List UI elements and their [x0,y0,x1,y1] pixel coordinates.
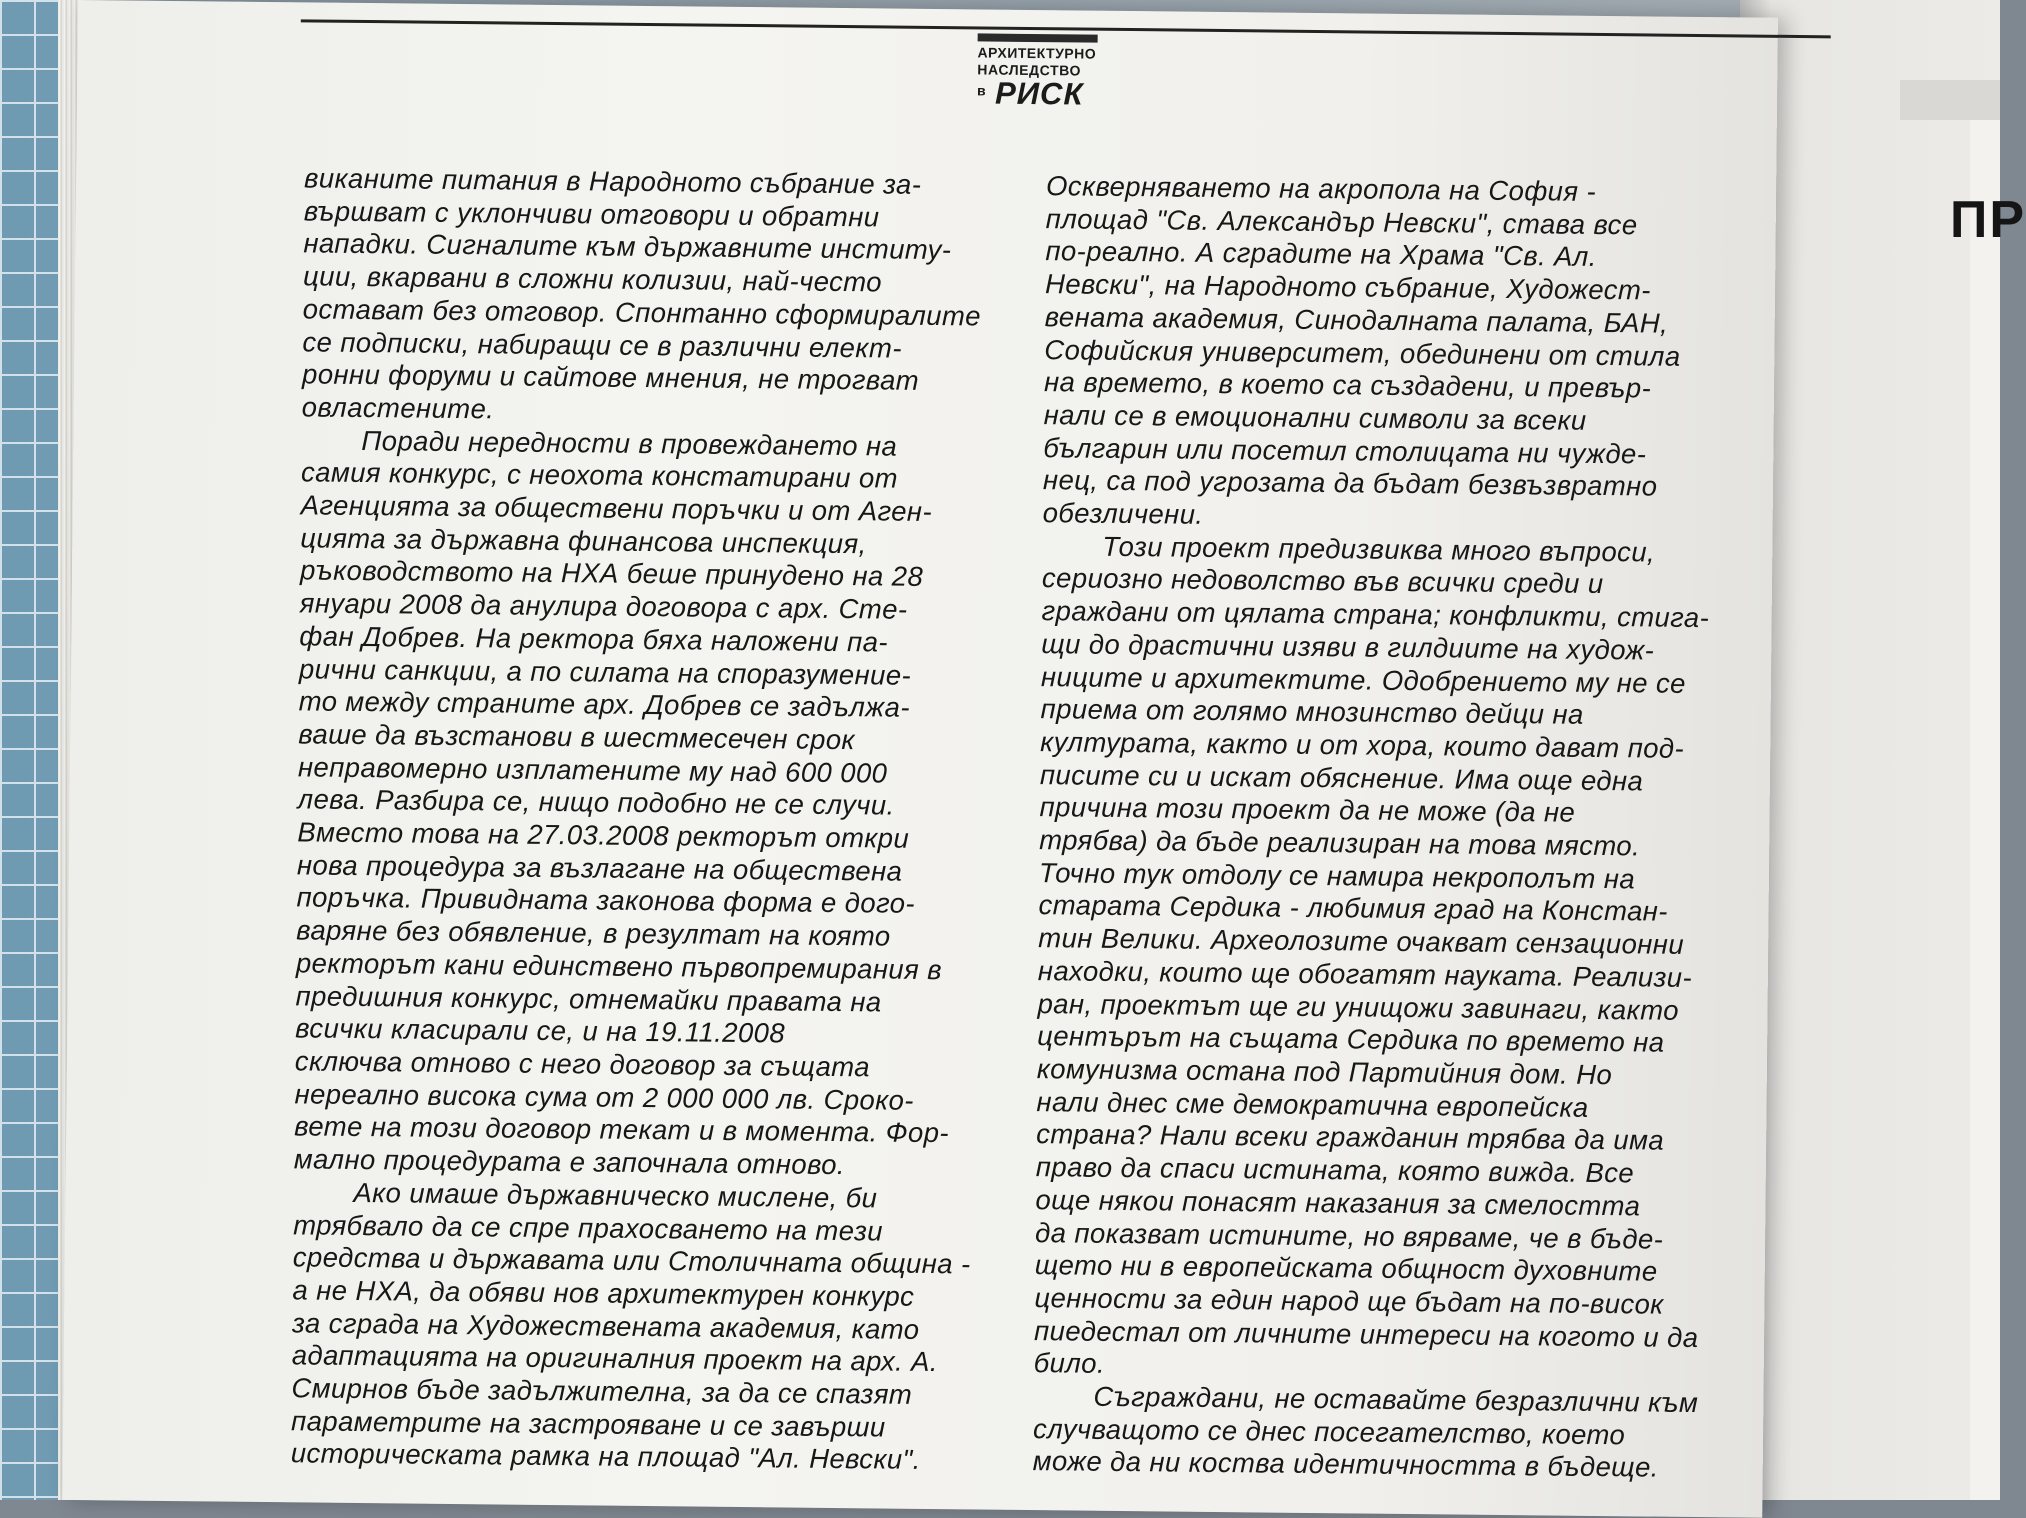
text-line: старата Сердика - любимия град на Констан- [1038,889,1668,928]
text-line: културата, както и от хора, които дават под- [1040,726,1685,764]
text-line: граждани от цялата страна; конфликти, стига- [1041,595,1710,634]
text-line: нали днес сме демократична европейска [1036,1085,1589,1123]
text-line: било. [1033,1347,1106,1380]
text-line: тин Велики. Археолозите очакват сензационни [1038,922,1685,961]
text-line: вената академия, Синодалната палата, БАН, [1044,300,1669,339]
text-line: Агенцията за обществени поръчки и от Аген- [300,489,933,528]
text-line: причина този проект да не може (да не [1039,791,1576,829]
text-line: се подписки, набиращи се в различни елект- [302,325,903,364]
right-text-column [1033,170,1767,1486]
text-line: приема от голямо мнозинство дейци на [1040,693,1584,731]
adjacent-page-edge [1970,120,2000,1500]
text-line: българин или посетил столицата ни чужде- [1043,431,1647,470]
text-line: Софийския университет, обединени от стила [1044,333,1681,372]
text-line: находки, които ще обогатят науката. Реализи- [1037,954,1693,993]
text-line: ниците и архитектите. Одобрението му не се [1040,660,1686,699]
text-line: може да ни коства идентичността в бъдеще. [1032,1445,1659,1484]
text-line: на времето, в което са създадени, и превър- [1043,366,1652,404]
text-line: площад "Св. Александър Невски", става все [1045,202,1638,241]
text-line: трябва) да бъде реализиран на това място. [1039,824,1641,862]
text-line: сключва отново с него договор за същата [294,1045,871,1083]
text-line: ректорът кани единствено първопремирания в [295,947,943,985]
text-line: мално процедурата е започнала отново. [293,1143,846,1181]
text-line: фан Добрев. На ректора бяха наложени па- [299,620,889,658]
magazine-page [62,0,1778,1518]
text-line: историческата рамка на площад "Ал. Невски". [290,1437,921,1476]
text-line: нова процедура за възлагане на обществена [296,849,903,887]
text-line: още някои понасят наказания за смелостта [1035,1183,1641,1222]
text-line: сериозно недоволство във всички среди и [1041,562,1604,600]
text-line: Съграждани, не оставайте безразлични към [1093,1380,1699,1419]
text-line: нали се в емоционални символи за всеки [1043,399,1587,436]
text-line: нападки. Сигналите към държавните институ- [303,227,952,266]
text-line: обезличени. [1042,497,1204,530]
text-line: центърът на същата Сердика по времето на [1037,1020,1665,1058]
text-line: случващото се днес посегателство, което [1032,1412,1626,1450]
text-line: трябвало да се спре прахосването на тези [293,1208,884,1246]
text-line: ронни форуми и сайтове мнения, не трогват [301,358,920,397]
text-line: то между страните арх. Добрев се задължа- [298,685,911,723]
text-line: цията за държавна финансова инспекция, [300,522,867,560]
logo-line-2: НАСЛЕДСТВО [977,61,1082,79]
text-line: виканите питания в Народното събрание за- [303,162,922,200]
text-line: нереално висока сума от 2 000 000 лв. Сроко- [294,1078,915,1116]
text-line: овластените. [301,391,495,425]
adjacent-page [1740,0,2026,1500]
text-line: поръчка. Привидната законова форма е дого- [296,881,916,920]
text-line: страна? Нали всеки гражданин трябва да има [1036,1118,1665,1157]
text-line: Точно тук отдолу се намира некрополът на [1038,856,1636,895]
text-line: Невски", на Народното събрание, Художест- [1044,268,1651,306]
text-line: пиедестал от личните интереси на когото и да [1033,1314,1699,1353]
text-line: ценности за един народ ще бъдат на по-висок [1034,1281,1664,1320]
text-line: неправомерно изплатените му над 600 000 [297,751,888,789]
text-line: право да спаси истината, която вижда. Все [1035,1151,1635,1189]
text-line: Оскверняването на акропола на София - [1045,170,1597,207]
text-line: всички класирали се, и на 19.11.2008 [295,1012,786,1049]
text-line: параметрите на застрояване и се завърши [290,1405,886,1443]
text-line: по-реално. А сградите на Храма "Св. Ал. [1045,235,1597,273]
text-line: Смирнов бъде задължителна, за да се спазят [291,1372,913,1410]
logo-line-4: РИСК [994,75,1084,112]
text-line: Поради нередности в провеждането на [361,424,898,462]
text-line: Ако имаше държавническо мислене, би [353,1176,878,1214]
text-line: ръководството на НХА беше принудено на 28 [299,554,924,593]
section-logo [977,33,1098,112]
text-line: остават без отговор. Спонтанно сформиралите [302,293,982,332]
logo-line-1: АРХИТЕКТУРНО [977,44,1097,62]
text-line: щи до драстични изяви в гилдиите на худож- [1041,627,1655,666]
adjacent-page-heading: ПР [1950,191,2026,249]
text-line: ран, проектът ще ги унищожи завинаги, както [1037,987,1680,1026]
text-line: предишния конкурс, отнемайки правата на [295,979,882,1018]
left-text-column [291,162,1005,1477]
text-line: самия конкурс, с неохота констатирани от [300,456,899,494]
text-line: адаптацията на оригиналния проект на арх. А. [291,1339,939,1378]
text-line: за сграда на Художествената академия, като [292,1306,920,1345]
text-line: комунизма остана под Партийния дом. Но [1036,1053,1613,1091]
text-line: януари 2008 да анулира договора с арх. Сте- [299,587,908,625]
text-line: а не НХА, да обяви нов архитектурен конкурс [292,1274,915,1312]
text-line: ваше да възстанови в шестмесечен срок [298,718,856,756]
text-line: вършват с уклончиви отговори и обратни [303,195,880,233]
text-line: вете на този договор текат и в момента. Фор- [294,1110,950,1149]
text-line: лева. Разбира се, нищо подобно не се случи. [297,783,895,821]
text-line: Вместо това на 27.03.2008 ректорът откри [297,816,910,854]
text-line: средства и държавата или Столичната община - [292,1241,971,1280]
logo-line-3: в [977,82,986,99]
text-line: писите си и искат обяснение. Има още една [1039,758,1644,797]
adjacent-page-shade [1900,80,2000,120]
text-line: Този проект предизвиква много въпроси, [1102,530,1656,568]
text-line: ции, вкарвани в сложни колизии, най-често [302,260,883,298]
text-line: щето ни в европейската общност духовните [1034,1249,1658,1287]
logo-bar [978,33,1098,42]
text-line: рични санкции, а по силата на споразумение- [298,652,912,691]
text-line: нец, са под угрозата да бъдат безвъзвратно [1042,464,1658,502]
text-line: варяне без обявление, в резултат на която [296,914,891,952]
text-line: да показват истините, но вярваме, че в бъде- [1034,1216,1664,1255]
